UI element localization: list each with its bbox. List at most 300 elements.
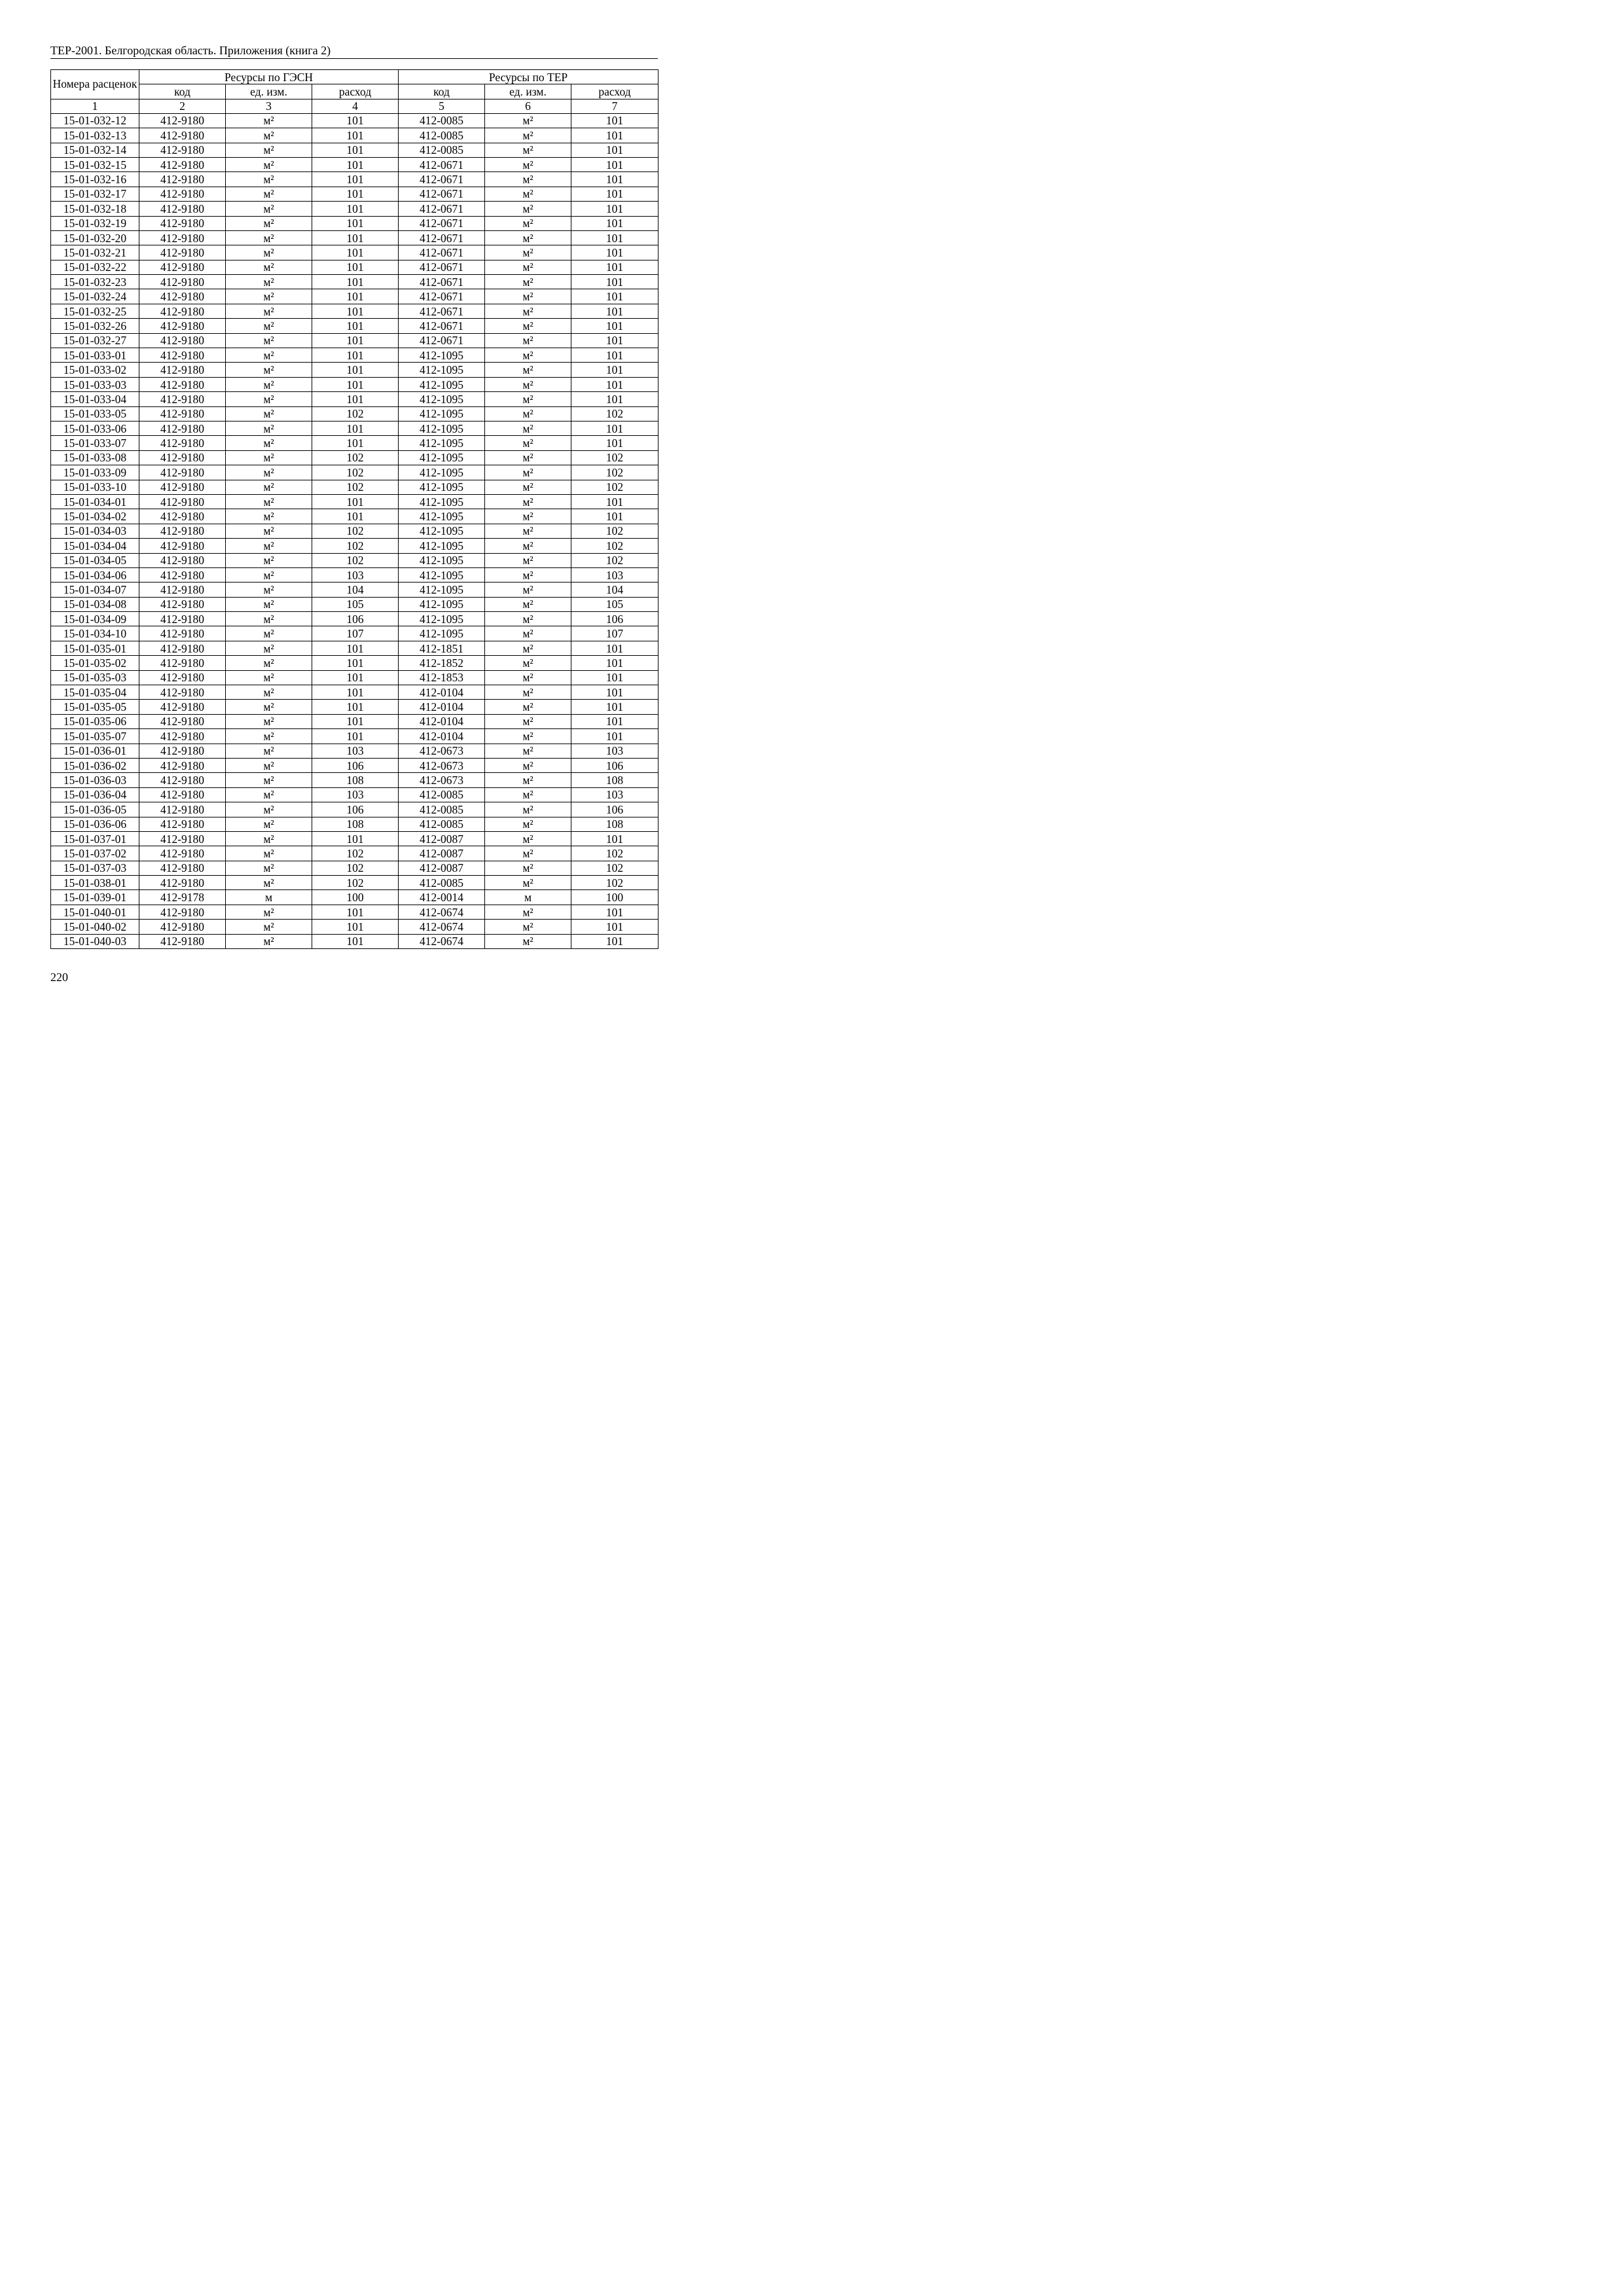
gesn-unit-cell: м² [226,612,312,626]
ter-code-cell: 412-0673 [399,744,485,758]
ter-rate-cell: 106 [571,802,659,817]
gesn-rate-cell: 106 [312,802,399,817]
gesn-rate-cell: 101 [312,920,399,934]
ter-unit-cell: м² [485,714,571,728]
gesn-rate-cell: 106 [312,758,399,772]
rate-number-cell: 15-01-036-01 [51,744,139,758]
gesn-unit-cell: м² [226,641,312,655]
ter-unit-cell: м² [485,817,571,831]
ter-rate-cell: 102 [571,450,659,465]
ter-code-cell: 412-0671 [399,172,485,187]
ter-unit-cell: м² [485,744,571,758]
ter-rate-cell: 101 [571,128,659,143]
gesn-unit-cell: м² [226,524,312,538]
rate-number-cell: 15-01-033-06 [51,421,139,435]
gesn-rate-cell: 103 [312,744,399,758]
gesn-rate-cell: 101 [312,392,399,406]
ter-rate-cell: 101 [571,319,659,333]
gesn-unit-cell: м² [226,670,312,685]
gesn-unit-cell: м² [226,465,312,480]
ter-unit-cell: м² [485,758,571,772]
table-body [51,113,659,948]
rate-number-cell: 15-01-033-10 [51,480,139,494]
gesn-unit-cell: м² [226,714,312,728]
ter-code-cell: 412-1095 [399,567,485,582]
ter-unit-cell: м² [485,128,571,143]
gesn-unit-cell: м² [226,758,312,772]
gesn-rate-cell: 105 [312,597,399,611]
gesn-rate-cell: 100 [312,890,399,905]
rate-number-cell: 15-01-034-02 [51,509,139,524]
gesn-unit-cell: м² [226,934,312,948]
gesn-code-cell: 412-9180 [139,465,226,480]
gesn-rate-cell: 101 [312,363,399,377]
table-row [51,363,659,377]
rate-number-cell: 15-01-034-08 [51,597,139,611]
table-row [51,641,659,655]
ter-code-cell: 412-0673 [399,758,485,772]
ter-rate-cell: 102 [571,553,659,567]
ter-unit-cell: м² [485,729,571,744]
rate-number-cell: 15-01-038-01 [51,876,139,890]
column-numbers-row [51,99,659,113]
ter-code-cell: 412-0087 [399,861,485,875]
gesn-rate-cell: 101 [312,421,399,435]
rate-number-cell: 15-01-034-01 [51,494,139,509]
ter-unit-cell: м² [485,905,571,919]
gesn-code-cell: 412-9180 [139,583,226,597]
ter-code-cell: 412-0085 [399,128,485,143]
table-row [51,876,659,890]
gesn-unit-cell: м² [226,539,312,553]
rate-number-cell: 15-01-036-02 [51,758,139,772]
table-row [51,539,659,553]
ter-unit-cell: м² [485,656,571,670]
gesn-code-cell: 412-9180 [139,333,226,348]
gesn-code-cell: 412-9180 [139,920,226,934]
gesn-unit-cell: м² [226,319,312,333]
rate-number-cell: 15-01-034-06 [51,567,139,582]
gesn-rate-cell: 102 [312,480,399,494]
ter-rate-cell: 101 [571,245,659,260]
table-row [51,480,659,494]
gesn-code-cell: 412-9180 [139,597,226,611]
ter-rate-cell: 101 [571,157,659,171]
gesn-code-cell: 412-9180 [139,260,226,274]
rate-number-cell: 15-01-035-06 [51,714,139,728]
gesn-code-cell: 412-9180 [139,436,226,450]
gesn-rate-cell: 101 [312,905,399,919]
group-header-gesn: Ресурсы по ГЭСН [139,70,399,84]
rate-number-cell: 15-01-033-01 [51,348,139,363]
ter-unit-cell: м² [485,245,571,260]
gesn-unit-cell: м² [226,700,312,714]
ter-rate-cell: 103 [571,744,659,758]
gesn-rate-cell: 101 [312,216,399,230]
rate-number-cell: 15-01-035-04 [51,685,139,700]
ter-code-cell: 412-1095 [399,465,485,480]
ter-code-cell: 412-0014 [399,890,485,905]
table-row [51,861,659,875]
column-number: 2 [139,99,226,113]
gesn-code-cell: 412-9180 [139,656,226,670]
table-row [51,714,659,728]
rate-number-cell: 15-01-040-03 [51,934,139,948]
ter-rate-cell: 104 [571,583,659,597]
gesn-rate-cell: 104 [312,583,399,597]
ter-code-cell: 412-0104 [399,714,485,728]
gesn-rate-cell: 101 [312,260,399,274]
gesn-unit-cell: м² [226,363,312,377]
gesn-unit-cell: м² [226,157,312,171]
gesn-code-cell: 412-9180 [139,275,226,289]
gesn-rate-cell: 102 [312,450,399,465]
ter-code-cell: 412-0104 [399,685,485,700]
rate-number-cell: 15-01-040-01 [51,905,139,919]
gesn-unit-cell: м² [226,876,312,890]
ter-rate-cell: 101 [571,905,659,919]
gesn-rate-cell: 102 [312,876,399,890]
gesn-unit-cell: м² [226,128,312,143]
gesn-code-cell: 412-9180 [139,817,226,831]
gesn-rate-cell: 101 [312,714,399,728]
ter-unit-cell: м² [485,831,571,846]
gesn-unit-cell: м² [226,406,312,421]
ter-code-cell: 412-0104 [399,700,485,714]
ter-unit-cell: м² [485,421,571,435]
ter-rate-cell: 101 [571,421,659,435]
gesn-code-cell: 412-9180 [139,934,226,948]
gesn-rate-cell: 101 [312,143,399,157]
gesn-code-cell: 412-9180 [139,539,226,553]
ter-code-cell: 412-0671 [399,260,485,274]
ter-code-cell: 412-0674 [399,934,485,948]
rate-number-cell: 15-01-035-03 [51,670,139,685]
subheader-ter-rate: расход [571,84,659,99]
gesn-unit-cell: м² [226,626,312,641]
gesn-code-cell: 412-9180 [139,567,226,582]
ter-unit-cell: м² [485,187,571,201]
table-row [51,920,659,934]
gesn-rate-cell: 101 [312,202,399,216]
ter-unit-cell: м² [485,275,571,289]
rate-number-cell: 15-01-032-14 [51,143,139,157]
table-row [51,685,659,700]
gesn-rate-cell: 108 [312,773,399,787]
ter-code-cell: 412-1095 [399,348,485,363]
ter-rate-cell: 101 [571,934,659,948]
gesn-code-cell: 412-9180 [139,700,226,714]
gesn-rate-cell: 101 [312,641,399,655]
running-header: ТЕР-2001. Белгородская область. Приложения (книга 2) [50,44,331,57]
ter-unit-cell: м² [485,773,571,787]
gesn-rate-cell: 101 [312,157,399,171]
ter-code-cell: 412-0671 [399,187,485,201]
ter-code-cell: 412-1095 [399,553,485,567]
ter-rate-cell: 101 [571,509,659,524]
ter-rate-cell: 106 [571,612,659,626]
gesn-code-cell: 412-9180 [139,143,226,157]
gesn-unit-cell: м² [226,260,312,274]
ter-unit-cell: м² [485,670,571,685]
rate-number-cell: 15-01-036-06 [51,817,139,831]
gesn-code-cell: 412-9180 [139,758,226,772]
table-row [51,744,659,758]
gesn-unit-cell: м² [226,113,312,128]
gesn-unit-cell: м² [226,802,312,817]
ter-code-cell: 412-0671 [399,304,485,318]
ter-code-cell: 412-1095 [399,406,485,421]
gesn-code-cell: 412-9180 [139,363,226,377]
column-number: 5 [399,99,485,113]
gesn-unit-cell: м [226,890,312,905]
table-row [51,377,659,391]
rate-number-cell: 15-01-033-08 [51,450,139,465]
gesn-code-cell: 412-9180 [139,230,226,245]
ter-code-cell: 412-0085 [399,817,485,831]
gesn-unit-cell: м² [226,230,312,245]
gesn-code-cell: 412-9180 [139,714,226,728]
ter-unit-cell: м² [485,319,571,333]
gesn-code-cell: 412-9180 [139,216,226,230]
ter-unit-cell: м² [485,465,571,480]
ter-code-cell: 412-1095 [399,392,485,406]
ter-rate-cell: 103 [571,567,659,582]
gesn-code-cell: 412-9180 [139,157,226,171]
ter-code-cell: 412-0671 [399,333,485,348]
ter-code-cell: 412-0671 [399,275,485,289]
ter-unit-cell: м² [485,143,571,157]
ter-rate-cell: 108 [571,817,659,831]
column-number: 3 [226,99,312,113]
ter-unit-cell: м² [485,202,571,216]
subheader-gesn-code: код [139,84,226,99]
gesn-code-cell: 412-9180 [139,172,226,187]
ter-rate-cell: 101 [571,656,659,670]
gesn-code-cell: 412-9180 [139,480,226,494]
rate-number-cell: 15-01-032-20 [51,230,139,245]
ter-code-cell: 412-0671 [399,289,485,304]
table-row [51,846,659,861]
column-number: 6 [485,99,571,113]
ter-rate-cell: 102 [571,539,659,553]
column-number: 7 [571,99,659,113]
ter-code-cell: 412-1095 [399,509,485,524]
table-row [51,597,659,611]
ter-unit-cell: м² [485,876,571,890]
ter-unit-cell: м² [485,172,571,187]
ter-unit-cell: м² [485,289,571,304]
table-row [51,157,659,171]
ter-unit-cell: м² [485,553,571,567]
ter-code-cell: 412-1852 [399,656,485,670]
gesn-unit-cell: м² [226,656,312,670]
ter-code-cell: 412-1095 [399,583,485,597]
ter-rate-cell: 101 [571,333,659,348]
table-row [51,289,659,304]
ter-code-cell: 412-0087 [399,846,485,861]
ter-code-cell: 412-0674 [399,905,485,919]
table-row [51,406,659,421]
ter-rate-cell: 101 [571,700,659,714]
gesn-code-cell: 412-9180 [139,450,226,465]
subheader-ter-unit: ед. изм. [485,84,571,99]
ter-unit-cell: м² [485,216,571,230]
table-header-row-subheaders [51,84,659,99]
gesn-rate-cell: 101 [312,245,399,260]
gesn-code-cell: 412-9180 [139,319,226,333]
ter-rate-cell: 101 [571,172,659,187]
gesn-code-cell: 412-9180 [139,524,226,538]
rate-number-cell: 15-01-032-24 [51,289,139,304]
table-row [51,348,659,363]
gesn-unit-cell: м² [226,744,312,758]
gesn-code-cell: 412-9180 [139,245,226,260]
gesn-rate-cell: 101 [312,729,399,744]
rate-number-cell: 15-01-037-01 [51,831,139,846]
table-header-row-groups [51,70,659,84]
gesn-code-cell: 412-9180 [139,421,226,435]
gesn-unit-cell: м² [226,392,312,406]
gesn-unit-cell: м² [226,831,312,846]
table-row [51,113,659,128]
gesn-rate-cell: 101 [312,348,399,363]
ter-unit-cell: м² [485,304,571,318]
rate-number-cell: 15-01-032-19 [51,216,139,230]
ter-unit-cell: м² [485,157,571,171]
ter-unit-cell: м² [485,597,571,611]
gesn-unit-cell: м² [226,289,312,304]
ter-unit-cell: м² [485,348,571,363]
ter-code-cell: 412-0671 [399,216,485,230]
ter-code-cell: 412-0087 [399,831,485,846]
gesn-code-cell: 412-9180 [139,289,226,304]
ter-unit-cell: м² [485,641,571,655]
table-row [51,729,659,744]
gesn-rate-cell: 101 [312,304,399,318]
gesn-code-cell: 412-9180 [139,641,226,655]
gesn-rate-cell: 102 [312,406,399,421]
ter-unit-cell: м² [485,494,571,509]
table-row [51,319,659,333]
ter-rate-cell: 101 [571,230,659,245]
ter-code-cell: 412-1095 [399,480,485,494]
gesn-code-cell: 412-9180 [139,128,226,143]
table-row [51,890,659,905]
rate-number-cell: 15-01-035-05 [51,700,139,714]
rate-number-cell: 15-01-032-16 [51,172,139,187]
gesn-code-cell: 412-9180 [139,846,226,861]
ter-rate-cell: 102 [571,406,659,421]
gesn-rate-cell: 102 [312,465,399,480]
table-row [51,509,659,524]
ter-rate-cell: 101 [571,304,659,318]
table-row [51,817,659,831]
table-row [51,450,659,465]
gesn-rate-cell: 103 [312,787,399,802]
table-row [51,553,659,567]
ter-rate-cell: 101 [571,920,659,934]
table-row [51,524,659,538]
ter-rate-cell: 101 [571,289,659,304]
gesn-rate-cell: 102 [312,553,399,567]
gesn-rate-cell: 101 [312,319,399,333]
ter-unit-cell: м² [485,113,571,128]
gesn-unit-cell: м² [226,216,312,230]
rate-number-cell: 15-01-032-27 [51,333,139,348]
gesn-code-cell: 412-9180 [139,553,226,567]
ter-unit-cell: м² [485,509,571,524]
gesn-code-cell: 412-9180 [139,406,226,421]
ter-unit-cell: м² [485,787,571,802]
table-row [51,465,659,480]
ter-code-cell: 412-1095 [399,450,485,465]
rate-number-cell: 15-01-035-07 [51,729,139,744]
ter-code-cell: 412-0085 [399,113,485,128]
gesn-rate-cell: 101 [312,700,399,714]
gesn-unit-cell: м² [226,187,312,201]
ter-unit-cell: м² [485,392,571,406]
gesn-code-cell: 412-9180 [139,626,226,641]
ter-rate-cell: 105 [571,597,659,611]
ter-rate-cell: 101 [571,363,659,377]
ter-code-cell: 412-1095 [399,421,485,435]
ter-unit-cell: м² [485,626,571,641]
gesn-rate-cell: 101 [312,333,399,348]
ter-unit-cell: м² [485,920,571,934]
ter-unit-cell: м² [485,700,571,714]
table-row [51,656,659,670]
table-row [51,831,659,846]
gesn-code-cell: 412-9180 [139,202,226,216]
rate-number-cell: 15-01-035-01 [51,641,139,655]
gesn-unit-cell: м² [226,817,312,831]
ter-rate-cell: 101 [571,641,659,655]
rate-number-cell: 15-01-033-02 [51,363,139,377]
gesn-code-cell: 412-9180 [139,187,226,201]
table-row [51,612,659,626]
gesn-unit-cell: м² [226,494,312,509]
gesn-unit-cell: м² [226,202,312,216]
gesn-unit-cell: м² [226,553,312,567]
gesn-rate-cell: 101 [312,436,399,450]
gesn-unit-cell: м² [226,172,312,187]
ter-rate-cell: 101 [571,202,659,216]
ter-rate-cell: 107 [571,626,659,641]
rate-number-cell: 15-01-034-04 [51,539,139,553]
gesn-rate-cell: 101 [312,685,399,700]
gesn-code-cell: 412-9180 [139,744,226,758]
gesn-unit-cell: м² [226,905,312,919]
table-row [51,216,659,230]
gesn-rate-cell: 101 [312,509,399,524]
subheader-gesn-rate: расход [312,84,399,99]
gesn-code-cell: 412-9180 [139,612,226,626]
rate-number-cell: 15-01-035-02 [51,656,139,670]
ter-rate-cell: 103 [571,787,659,802]
table-row [51,202,659,216]
gesn-code-cell: 412-9180 [139,773,226,787]
ter-code-cell: 412-1095 [399,612,485,626]
table-row [51,187,659,201]
gesn-rate-cell: 101 [312,128,399,143]
gesn-code-cell: 412-9180 [139,905,226,919]
table-row [51,670,659,685]
ter-rate-cell: 101 [571,216,659,230]
ter-unit-cell: м² [485,846,571,861]
ter-code-cell: 412-1095 [399,436,485,450]
table-row [51,143,659,157]
